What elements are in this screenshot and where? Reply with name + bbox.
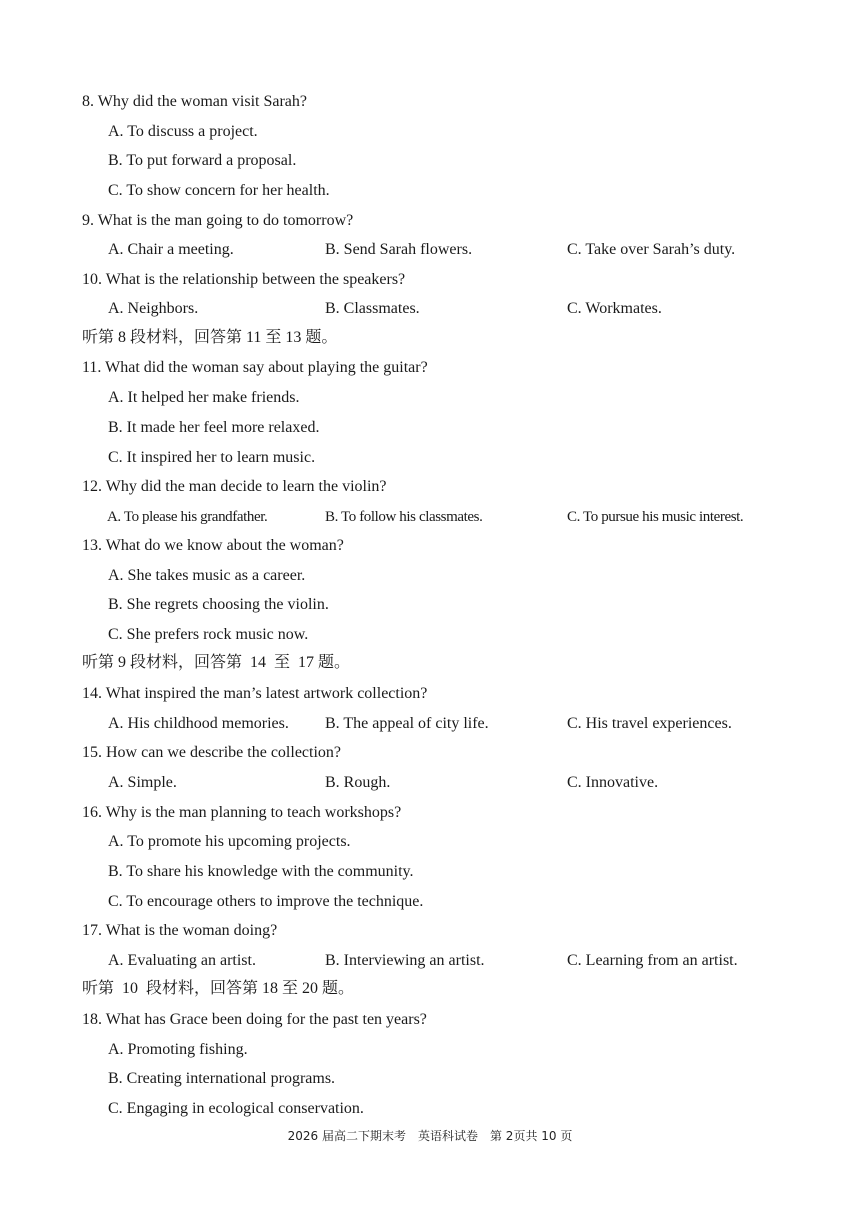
q18-option-a: A. Promoting fishing. — [108, 1041, 248, 1058]
q8-option-c: C. To show concern for her health. — [108, 182, 330, 199]
q8-option-b: B. To put forward a proposal. — [108, 152, 297, 169]
question-10: 10. What is the relationship between the speakers? — [82, 271, 406, 288]
question-13: 13. What do we know about the woman? — [82, 537, 344, 554]
question-14: 14. What inspired the man’s latest artwork collection? — [82, 685, 428, 702]
q10-option-a: A. Neighbors. — [108, 300, 199, 317]
q11-option-a: A. It helped her make friends. — [108, 389, 300, 406]
question-9: 9. What is the man going to do tomorrow? — [82, 212, 354, 229]
q10-option-c: C. Workmates. — [567, 300, 662, 317]
question-15: 15. How can we describe the collection? — [82, 744, 342, 761]
q12-option-c: C. To pursue his music interest. — [567, 509, 744, 525]
q16-option-b: B. To share his knowledge with the community. — [108, 863, 414, 880]
q14-option-c: C. His travel experiences. — [567, 715, 732, 732]
question-12: 12. Why did the man decide to learn the violin? — [82, 478, 387, 495]
question-16: 16. Why is the man planning to teach workshops? — [82, 804, 402, 821]
q15-option-b: B. Rough. — [325, 774, 391, 791]
q13-option-c: C. She prefers rock music now. — [108, 626, 309, 643]
section-heading-9: 听第 9 段材料，回答第 14 至 17 题。 — [82, 654, 351, 671]
q9-option-b: B. Send Sarah flowers. — [325, 241, 473, 258]
q17-option-a: A. Evaluating an artist. — [108, 952, 256, 969]
q16-option-a: A. To promote his upcoming projects. — [108, 833, 351, 850]
q13-option-b: B. She regrets choosing the violin. — [108, 596, 329, 613]
question-11: 11. What did the woman say about playing the guitar? — [82, 359, 428, 376]
page-footer: 2026 届高二下期末考 英语科试卷 第 2页共 10 页 — [287, 1129, 573, 1143]
question-8: 8. Why did the woman visit Sarah? — [82, 93, 307, 110]
q12-option-b: B. To follow his classmates. — [325, 509, 483, 525]
question-18: 18. What has Grace been doing for the past ten years? — [82, 1011, 427, 1028]
section-heading-10: 听第 10 段材料，回答第 18 至 20 题。 — [82, 980, 355, 997]
q9-option-c: C. Take over Sarah’s duty. — [567, 241, 736, 258]
q13-option-a: A. She takes music as a career. — [108, 567, 306, 584]
q17-option-b: B. Interviewing an artist. — [325, 952, 485, 969]
section-heading-8: 听第 8 段材料，回答第 11 至 13 题。 — [82, 329, 338, 346]
q11-option-b: B. It made her feel more relaxed. — [108, 419, 320, 436]
q14-option-b: B. The appeal of city life. — [325, 715, 489, 732]
q16-option-c: C. To encourage others to improve the technique. — [108, 893, 424, 910]
q18-option-b: B. Creating international programs. — [108, 1070, 336, 1087]
q15-option-a: A. Simple. — [108, 774, 177, 791]
q12-option-a: A. To please his grandfather. — [107, 509, 268, 525]
q8-option-a: A. To discuss a project. — [108, 123, 258, 140]
q14-option-a: A. His childhood memories. — [108, 715, 289, 732]
q9-option-a: A. Chair a meeting. — [108, 241, 234, 258]
q18-option-c: C. Engaging in ecological conservation. — [108, 1100, 364, 1117]
question-17: 17. What is the woman doing? — [82, 922, 278, 939]
q10-option-b: B. Classmates. — [325, 300, 420, 317]
q17-option-c: C. Learning from an artist. — [567, 952, 738, 969]
q15-option-c: C. Innovative. — [567, 774, 659, 791]
q11-option-c: C. It inspired her to learn music. — [108, 449, 316, 466]
